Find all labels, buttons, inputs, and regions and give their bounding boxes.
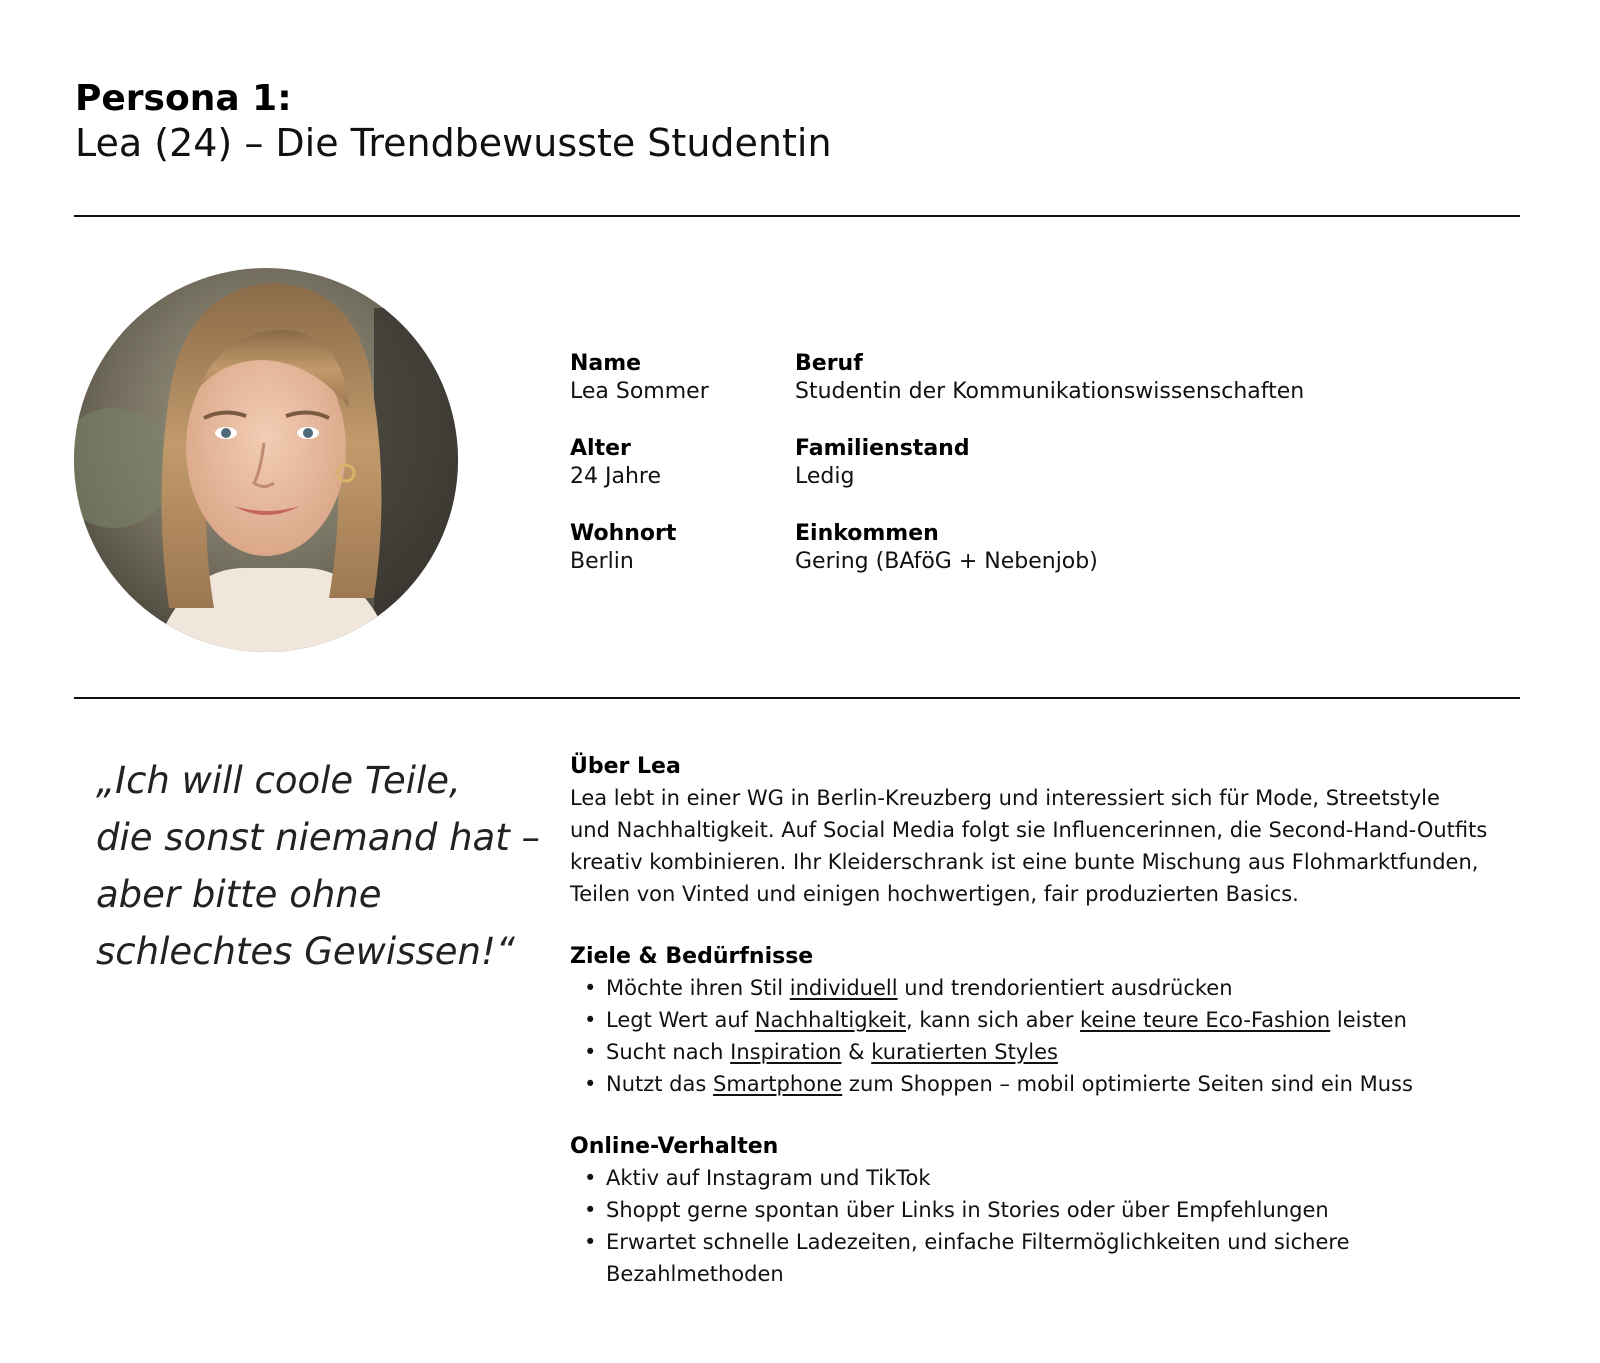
persona-subtitle: Lea (24) – Die Trendbewusste Studentin [75,121,832,165]
about-text [570,782,1570,910]
bullet-icon: • [584,1040,597,1064]
fact-city-label: Wohnort [570,521,677,546]
persona-quote [96,752,540,980]
fact-name-value: Lea Sommer [570,379,709,404]
about-title: Über Lea [570,754,681,779]
list-item-continuation: Bezahlmethoden [606,1262,784,1286]
emphasis: individuell [789,976,898,1000]
fact-status [795,435,1495,491]
goals-list [570,972,1570,1100]
emphasis: Nachhaltigkeit [754,1008,906,1032]
fact-name-label: Name [570,351,642,376]
emphasis: kuratierten Styles [871,1040,1058,1064]
goals-section [570,942,1570,1100]
fact-income-value: Gering (BAföG + Nebenjob) [795,549,1098,574]
fact-status-label: Familienstand [795,436,970,461]
goals-title: Ziele & Bedürfnisse [570,944,814,969]
fact-income-label: Einkommen [795,521,939,546]
emphasis: Smartphone [713,1072,843,1096]
quote-line: aber bitte ohne [96,873,382,916]
about-line: Lea lebt in einer WG in Berlin-Kreuzberg und interessiert sich für Mode, Streetstyle [570,786,1440,810]
fact-job-value: Studentin der Kommunikationswissenschaften [795,379,1305,404]
fact-income [795,520,1495,576]
bullet-icon: • [584,1072,597,1096]
fact-city-value: Berlin [570,549,634,574]
fact-age-label: Alter [570,436,631,461]
emphasis: Inspiration [730,1040,842,1064]
list-item: • Legt Wert auf Nachhaltigkeit, kann sich aber keine teure Eco-Fashion leisten [570,1004,1570,1036]
online-list [570,1162,1570,1290]
fact-job [795,350,1495,406]
quote-line: schlechtes Gewissen!“ [96,930,515,973]
list-item: • Aktiv auf Instagram und TikTok [570,1162,1570,1194]
list-item: • Sucht nach Inspiration & kuratierten Styles [570,1036,1570,1068]
online-title: Online-Verhalten [570,1134,779,1159]
about-line: Teilen von Vinted und einigen hochwertigen, fair produzierten Basics. [570,882,1299,906]
online-section [570,1132,1570,1290]
fact-job-label: Beruf [795,351,863,376]
quote-line: „Ich will coole Teile, [96,759,461,802]
portrait-photo [74,268,458,652]
list-item: • Erwartet schnelle Ladezeiten, einfache Filtermöglichkeiten und sichere Bezahlmethoden [570,1226,1570,1290]
bullet-icon: • [584,976,597,1000]
quote-line: die sonst niemand hat – [96,816,540,859]
list-item: • Möchte ihren Stil individuell und trendorientiert ausdrücken [570,972,1570,1004]
about-section [570,752,1570,910]
persona-details [570,752,1570,1322]
bullet-icon: • [584,1008,597,1032]
page-title [75,78,832,166]
about-line: kreativ kombinieren. Ihr Kleiderschrank ist eine bunte Mischung aus Flohmarktfunden, [570,850,1479,874]
persona-number: Persona 1: [75,78,292,119]
emphasis: keine teure Eco-Fashion [1080,1008,1331,1032]
divider-middle [74,697,1520,699]
fact-age-value: 24 Jahre [570,464,661,489]
list-item: • Shoppt gerne spontan über Links in Stories oder über Empfehlungen [570,1194,1570,1226]
bullet-icon: • [584,1166,597,1190]
divider-top [74,215,1520,217]
bullet-icon: • [584,1198,597,1222]
list-item: • Nutzt das Smartphone zum Shoppen – mobil optimierte Seiten sind ein Muss [570,1068,1570,1100]
fact-status-value: Ledig [795,464,855,489]
about-line: und Nachhaltigkeit. Auf Social Media folgt sie Influencerinnen, die Second-Hand-Outfits [570,818,1488,842]
bullet-icon: • [584,1230,597,1254]
